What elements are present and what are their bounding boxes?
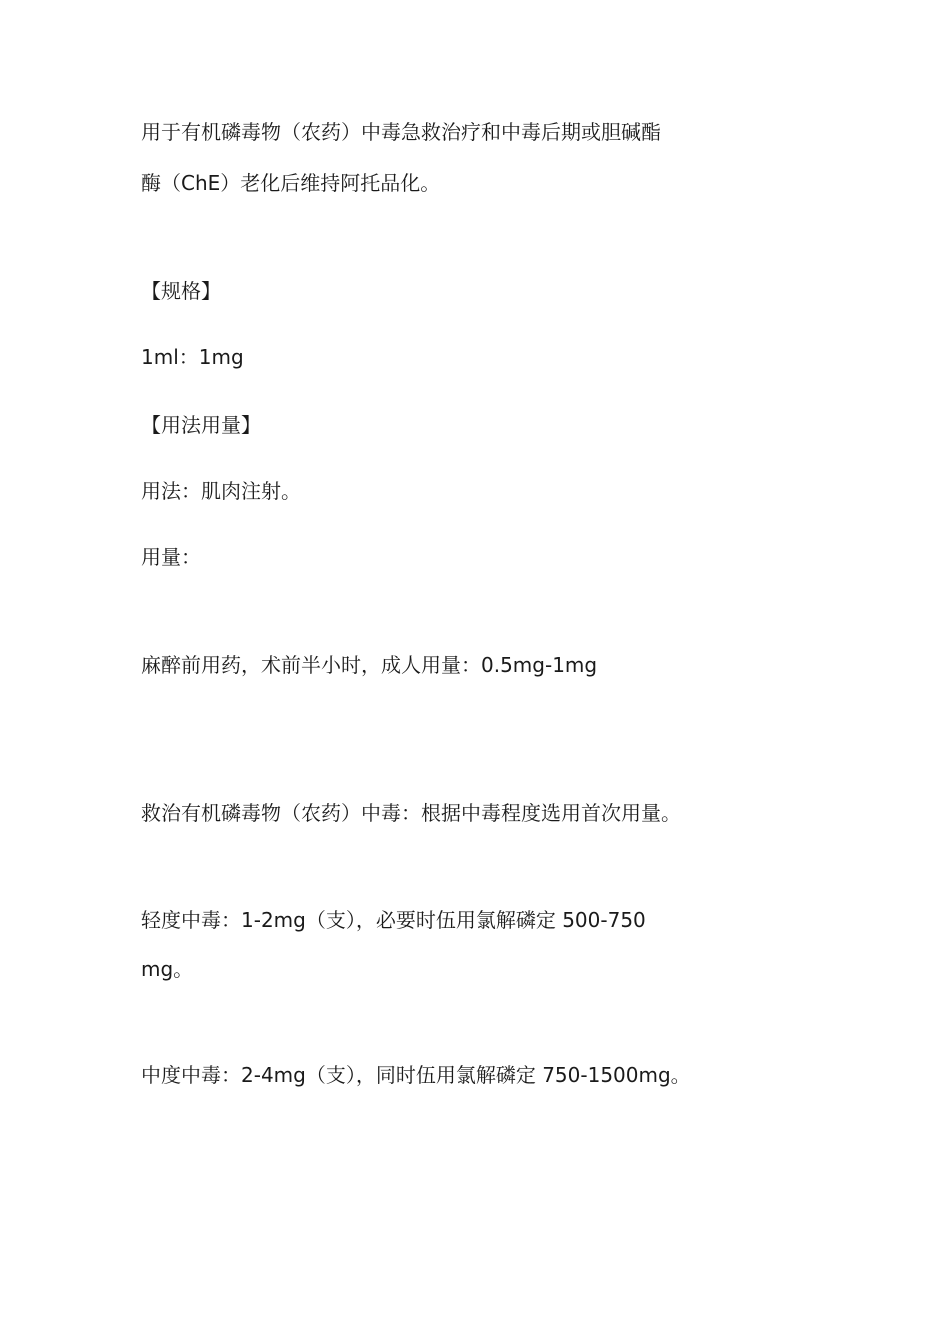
specification-heading: 【规格】 xyxy=(141,279,221,303)
usage-poisoning-intro: 救治有机磷毒物（农药）中毒：根据中毒程度选用首次用量。 xyxy=(141,801,681,825)
usage-dosage-label: 用量： xyxy=(141,545,201,569)
usage-mild-line-2: mg。 xyxy=(141,957,194,981)
indications-line-1: 用于有机磷毒物（农药）中毒急救治疗和中毒后期或胆碱酯 xyxy=(141,120,661,144)
usage-method: 用法：肌肉注射。 xyxy=(141,479,301,503)
usage-moderate: 中度中毒：2-4mg（支），同时伍用氯解磷定 750-1500mg。 xyxy=(141,1063,691,1087)
indications-line-2: 酶（ChE）老化后维持阿托品化。 xyxy=(141,171,441,195)
specification-value: 1ml：1mg xyxy=(141,345,244,369)
usage-heading: 【用法用量】 xyxy=(141,413,261,437)
usage-mild-line-1: 轻度中毒：1-2mg（支），必要时伍用氯解磷定 500-750 xyxy=(141,908,646,932)
usage-anesthesia: 麻醉前用药，术前半小时，成人用量：0.5mg-1mg xyxy=(141,653,598,677)
